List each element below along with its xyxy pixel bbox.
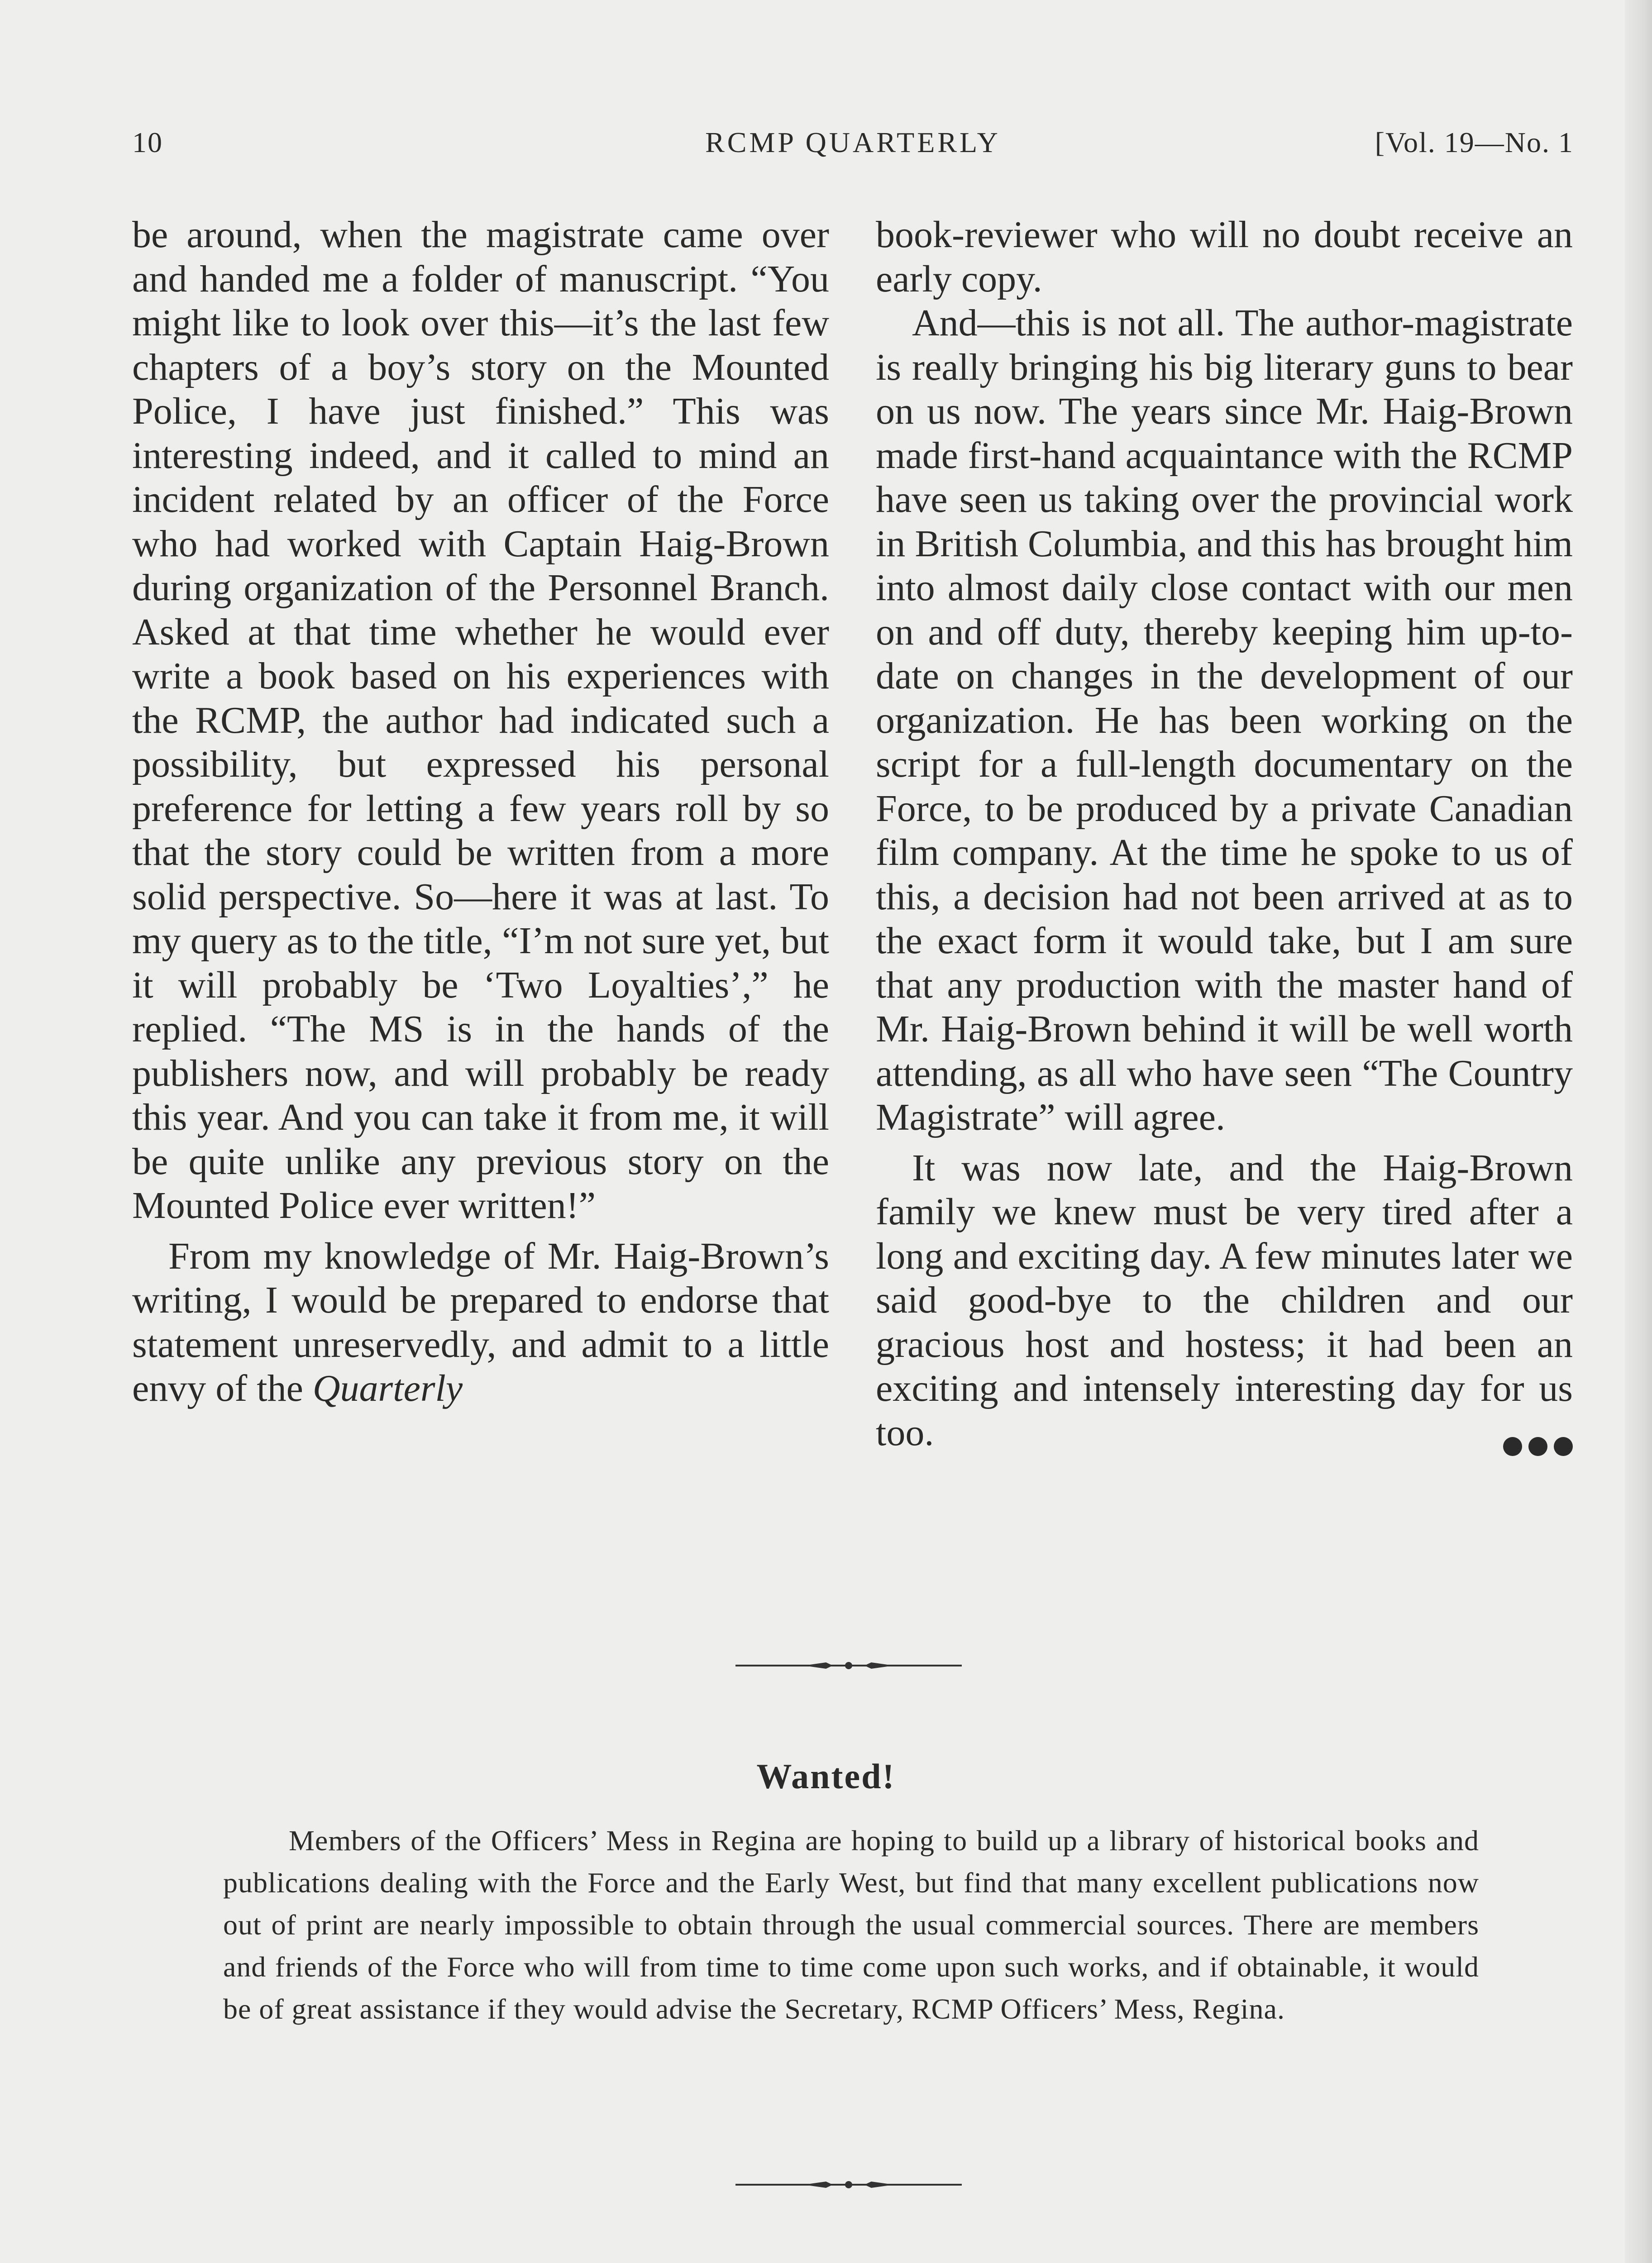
left-paragraph-2-text: From my knowledge of Mr. Haig-Brown’s writing, I would be prepared to endorse that statement unreservedly, and admit to a little envy of the — [132, 1235, 829, 1409]
left-paragraph-1: be around, when the magistrate came over and handed me a folder of manuscript. “You might like to look over this—it’s the last few chapters of a boy’s story on the Mounted Police, I have just finished.” This was interesting indeed, and it called to mind an incident related by an officer of the Force who had worked with Captain Haig-Brown during organization of the Personnel Branch. Asked at that time whether he would ever write a book based on his experiences with the RCMP, the author had indicated such a possibility, but expressed his personal preference for letting a few years roll by so that the story could be written from a more solid perspective. So—here it was at last. To my query as to the title, “I’m not sure yet, but it will probably be ‘Two Loyalties’,” he replied. “The MS is in the hands of the publishers now, and will probably be ready this year. And you can take it from me, it will be quite unlike any previous story on the Mounted Police ever written!” — [132, 214, 829, 1227]
running-header — [132, 126, 1574, 167]
page-number: 10 — [132, 126, 163, 158]
right-column — [876, 213, 1573, 1466]
wanted-heading: Wanted! — [756, 1757, 896, 1796]
quarterly-italic: Quarterly — [312, 1367, 463, 1409]
scan-page-edge — [1625, 0, 1652, 2263]
wanted-notice — [223, 1819, 1479, 2030]
volume-issue: [Vol. 19—No. 1 — [1375, 126, 1574, 158]
right-paragraph-2: And—this is not all. The author-magistrate is really bringing his big literary guns to bear on us now. The years since Mr. Haig-Brown made first-hand acquaintance with the RCMP have seen us taking over the provincial work in British Columbia, and this has brought him into almost daily close contact with our men on and off duty, thereby keeping him up-to-date on changes in the development of our organization. He has been working on the script for a full-length documentary on the Force, to be produced by a private Canadian film company. At the time he spoke to us of this, a decision had not been arrived at as to the exact form it would take, but I am sure that any production with the master hand of Mr. Haig-Brown behind it will be well worth attending, as all who have seen “The Country Magistrate” will agree. — [876, 302, 1573, 1138]
ornamental-divider — [735, 2178, 962, 2191]
end-mark-dots — [1461, 1422, 1573, 1466]
right-paragraph-3 — [876, 1146, 1573, 1455]
right-paragraph-1: book-reviewer who will no doubt receive an early copy. — [876, 214, 1573, 300]
right-paragraph-3-text: It was now late, and the Haig-Brown family we knew must be very tired after a long and exciting day. A few minutes later we said good-bye to the children and our gracious host and hostess; it had been an exciting and intensely interesting day for us too. — [876, 1146, 1573, 1454]
journal-title: RCMP QUARTERLY — [705, 126, 1001, 158]
ornamental-divider — [735, 1659, 962, 1672]
left-paragraph-2 — [132, 1234, 829, 1411]
wanted-body: Members of the Officers’ Mess in Regina are hoping to build up a library of historical books and publications dealing with the Force and the Early West, but find that many excellent publications now out of print are nearly impossible to obtain through the usual commercial sources. There are members and friends of the Force who will from time to time come upon such works, and if obtainable, it would be of great assistance if they would advise the Secretary, RCMP Officers’ Mess, Regina. — [223, 1824, 1479, 2025]
left-column — [132, 213, 829, 1411]
